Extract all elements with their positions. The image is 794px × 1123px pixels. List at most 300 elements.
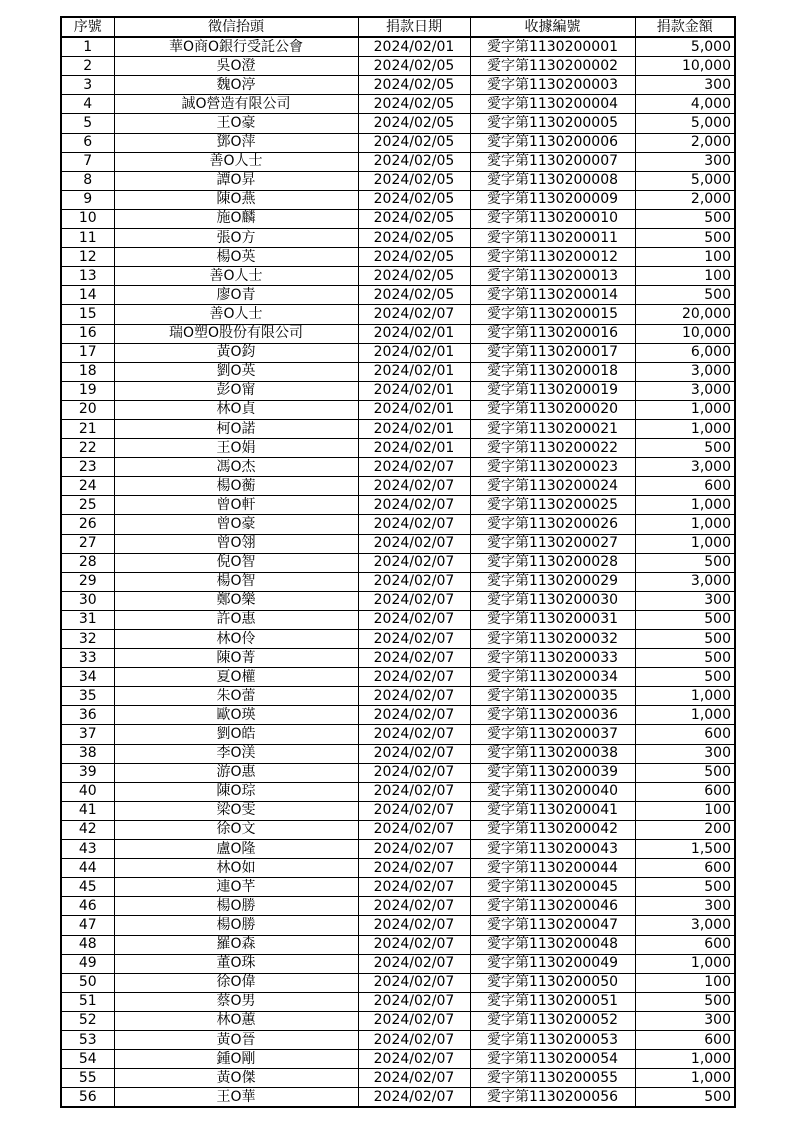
receipt-number-cell: 愛字第1130200027 bbox=[470, 534, 635, 553]
donor-name-cell: 盧O隆 bbox=[114, 840, 358, 859]
serial-number-cell: 29 bbox=[61, 572, 114, 591]
donation-date-cell: 2024/02/01 bbox=[358, 419, 470, 438]
donation-date-cell: 2024/02/07 bbox=[358, 744, 470, 763]
serial-number-cell: 28 bbox=[61, 553, 114, 572]
receipt-number-cell: 愛字第1130200010 bbox=[470, 209, 635, 228]
serial-number-cell: 13 bbox=[61, 267, 114, 286]
donor-name-cell: 廖O青 bbox=[114, 286, 358, 305]
table-row bbox=[61, 706, 735, 725]
receipt-number-cell: 愛字第1130200049 bbox=[470, 954, 635, 973]
receipt-number-cell: 愛字第1130200033 bbox=[470, 649, 635, 668]
donor-name-cell: 陳O菁 bbox=[114, 649, 358, 668]
serial-number-cell: 22 bbox=[61, 439, 114, 458]
table-row bbox=[61, 534, 735, 553]
donation-date-cell: 2024/02/01 bbox=[358, 400, 470, 419]
donation-amount-cell: 1,000 bbox=[635, 1069, 735, 1088]
receipt-number-cell: 愛字第1130200052 bbox=[470, 1011, 635, 1030]
donor-name-cell: 魏O渟 bbox=[114, 76, 358, 95]
serial-number-cell: 5 bbox=[61, 114, 114, 133]
donor-name-cell: 張O方 bbox=[114, 229, 358, 248]
receipt-number-cell: 愛字第1130200038 bbox=[470, 744, 635, 763]
donor-name-cell: 王O華 bbox=[114, 1088, 358, 1108]
serial-number-cell: 33 bbox=[61, 649, 114, 668]
serial-number-cell: 36 bbox=[61, 706, 114, 725]
donation-date-cell: 2024/02/07 bbox=[358, 630, 470, 649]
serial-number-cell: 55 bbox=[61, 1069, 114, 1088]
receipt-number-cell: 愛字第1130200037 bbox=[470, 725, 635, 744]
serial-number-cell: 9 bbox=[61, 190, 114, 209]
receipt-number-cell: 愛字第1130200026 bbox=[470, 515, 635, 534]
donation-amount-cell: 1,000 bbox=[635, 706, 735, 725]
donor-name-cell: 王O娟 bbox=[114, 439, 358, 458]
donation-amount-cell: 500 bbox=[635, 992, 735, 1011]
donor-name-cell: 歐O瑛 bbox=[114, 706, 358, 725]
donation-amount-cell: 100 bbox=[635, 801, 735, 820]
receipt-number-cell: 愛字第1130200016 bbox=[470, 324, 635, 343]
table-row bbox=[61, 1069, 735, 1088]
donor-name-cell: 曾O軒 bbox=[114, 496, 358, 515]
table-row bbox=[61, 610, 735, 629]
receipt-number-cell: 愛字第1130200015 bbox=[470, 305, 635, 324]
donor-name-cell: 鍾O剛 bbox=[114, 1050, 358, 1069]
serial-number-cell: 56 bbox=[61, 1088, 114, 1108]
donor-name-cell: 蔡O男 bbox=[114, 992, 358, 1011]
donation-date-cell: 2024/02/05 bbox=[358, 76, 470, 95]
donation-date-cell: 2024/02/05 bbox=[358, 229, 470, 248]
receipt-number-cell: 愛字第1130200001 bbox=[470, 37, 635, 57]
table-row bbox=[61, 897, 735, 916]
donation-amount-cell: 1,000 bbox=[635, 1050, 735, 1069]
donation-amount-cell: 300 bbox=[635, 76, 735, 95]
table-row bbox=[61, 515, 735, 534]
donor-name-cell: 劉O皓 bbox=[114, 725, 358, 744]
donation-date-cell: 2024/02/05 bbox=[358, 114, 470, 133]
header-serial-number: 序號 bbox=[61, 17, 114, 37]
donation-date-cell: 2024/02/05 bbox=[358, 248, 470, 267]
table-row bbox=[61, 572, 735, 591]
donor-name-cell: 徐O文 bbox=[114, 820, 358, 839]
table-row bbox=[61, 820, 735, 839]
donor-name-cell: 楊O智 bbox=[114, 572, 358, 591]
table-row bbox=[61, 95, 735, 114]
table-row bbox=[61, 37, 735, 57]
donation-date-cell: 2024/02/07 bbox=[358, 477, 470, 496]
serial-number-cell: 1 bbox=[61, 37, 114, 57]
donor-name-cell: 善O人士 bbox=[114, 267, 358, 286]
table-row bbox=[61, 1050, 735, 1069]
receipt-number-cell: 愛字第1130200014 bbox=[470, 286, 635, 305]
receipt-number-cell: 愛字第1130200031 bbox=[470, 610, 635, 629]
donation-amount-cell: 3,000 bbox=[635, 916, 735, 935]
serial-number-cell: 11 bbox=[61, 229, 114, 248]
serial-number-cell: 40 bbox=[61, 782, 114, 801]
donation-amount-cell: 5,000 bbox=[635, 171, 735, 190]
table-row bbox=[61, 725, 735, 744]
receipt-number-cell: 愛字第1130200056 bbox=[470, 1088, 635, 1108]
donation-date-cell: 2024/02/07 bbox=[358, 553, 470, 572]
donation-date-cell: 2024/02/05 bbox=[358, 95, 470, 114]
table-row bbox=[61, 954, 735, 973]
table-row bbox=[61, 343, 735, 362]
donor-name-cell: 徐O偉 bbox=[114, 973, 358, 992]
receipt-number-cell: 愛字第1130200036 bbox=[470, 706, 635, 725]
donation-date-cell: 2024/02/07 bbox=[358, 897, 470, 916]
donation-amount-cell: 10,000 bbox=[635, 324, 735, 343]
table-row bbox=[61, 171, 735, 190]
donation-date-cell: 2024/02/07 bbox=[358, 1050, 470, 1069]
donor-name-cell: 游O惠 bbox=[114, 763, 358, 782]
serial-number-cell: 52 bbox=[61, 1011, 114, 1030]
receipt-number-cell: 愛字第1130200008 bbox=[470, 171, 635, 190]
donation-amount-cell: 500 bbox=[635, 649, 735, 668]
serial-number-cell: 21 bbox=[61, 419, 114, 438]
donor-name-cell: 譚O昇 bbox=[114, 171, 358, 190]
table-body bbox=[61, 37, 735, 1107]
receipt-number-cell: 愛字第1130200053 bbox=[470, 1030, 635, 1049]
serial-number-cell: 14 bbox=[61, 286, 114, 305]
donation-amount-cell: 5,000 bbox=[635, 37, 735, 57]
receipt-number-cell: 愛字第1130200002 bbox=[470, 57, 635, 76]
donation-amount-cell: 500 bbox=[635, 439, 735, 458]
donation-date-cell: 2024/02/07 bbox=[358, 706, 470, 725]
donation-date-cell: 2024/02/05 bbox=[358, 152, 470, 171]
donation-amount-cell: 1,500 bbox=[635, 840, 735, 859]
donation-date-cell: 2024/02/07 bbox=[358, 458, 470, 477]
donation-amount-cell: 1,000 bbox=[635, 515, 735, 534]
header-donation-amount: 捐款金額 bbox=[635, 17, 735, 37]
donation-date-cell: 2024/02/07 bbox=[358, 1011, 470, 1030]
donation-date-cell: 2024/02/01 bbox=[358, 362, 470, 381]
receipt-number-cell: 愛字第1130200012 bbox=[470, 248, 635, 267]
serial-number-cell: 4 bbox=[61, 95, 114, 114]
receipt-number-cell: 愛字第1130200021 bbox=[470, 419, 635, 438]
table-row bbox=[61, 916, 735, 935]
receipt-number-cell: 愛字第1130200004 bbox=[470, 95, 635, 114]
donation-date-cell: 2024/02/07 bbox=[358, 515, 470, 534]
donor-name-cell: 黃O傑 bbox=[114, 1069, 358, 1088]
donor-name-cell: 王O豪 bbox=[114, 114, 358, 133]
donation-date-cell: 2024/02/07 bbox=[358, 916, 470, 935]
table-row bbox=[61, 439, 735, 458]
table-row bbox=[61, 1088, 735, 1108]
donation-amount-cell: 1,000 bbox=[635, 954, 735, 973]
donation-amount-cell: 100 bbox=[635, 248, 735, 267]
donation-date-cell: 2024/02/07 bbox=[358, 725, 470, 744]
serial-number-cell: 15 bbox=[61, 305, 114, 324]
table-row bbox=[61, 152, 735, 171]
donation-date-cell: 2024/02/07 bbox=[358, 572, 470, 591]
donation-amount-cell: 300 bbox=[635, 744, 735, 763]
donation-date-cell: 2024/02/07 bbox=[358, 973, 470, 992]
donation-date-cell: 2024/02/07 bbox=[358, 1069, 470, 1088]
receipt-number-cell: 愛字第1130200041 bbox=[470, 801, 635, 820]
donation-date-cell: 2024/02/05 bbox=[358, 171, 470, 190]
table-row bbox=[61, 591, 735, 610]
header-donation-date: 捐款日期 bbox=[358, 17, 470, 37]
receipt-number-cell: 愛字第1130200055 bbox=[470, 1069, 635, 1088]
table-row bbox=[61, 744, 735, 763]
donation-date-cell: 2024/02/07 bbox=[358, 859, 470, 878]
serial-number-cell: 6 bbox=[61, 133, 114, 152]
donation-date-cell: 2024/02/01 bbox=[358, 324, 470, 343]
donor-name-cell: 倪O智 bbox=[114, 553, 358, 572]
serial-number-cell: 7 bbox=[61, 152, 114, 171]
receipt-number-cell: 愛字第1130200018 bbox=[470, 362, 635, 381]
table-header bbox=[61, 17, 735, 37]
serial-number-cell: 17 bbox=[61, 343, 114, 362]
donation-amount-cell: 2,000 bbox=[635, 190, 735, 209]
donor-name-cell: 陳O琮 bbox=[114, 782, 358, 801]
receipt-number-cell: 愛字第1130200029 bbox=[470, 572, 635, 591]
receipt-number-cell: 愛字第1130200020 bbox=[470, 400, 635, 419]
donor-name-cell: 朱O蕾 bbox=[114, 687, 358, 706]
donation-date-cell: 2024/02/05 bbox=[358, 267, 470, 286]
serial-number-cell: 39 bbox=[61, 763, 114, 782]
donor-name-cell: 善O人士 bbox=[114, 305, 358, 324]
table-row bbox=[61, 878, 735, 897]
donor-name-cell: 夏O權 bbox=[114, 668, 358, 687]
donor-name-cell: 善O人士 bbox=[114, 152, 358, 171]
donation-amount-cell: 500 bbox=[635, 630, 735, 649]
donor-name-cell: 劉O英 bbox=[114, 362, 358, 381]
donor-name-cell: 梁O雯 bbox=[114, 801, 358, 820]
receipt-number-cell: 愛字第1130200011 bbox=[470, 229, 635, 248]
receipt-number-cell: 愛字第1130200047 bbox=[470, 916, 635, 935]
serial-number-cell: 18 bbox=[61, 362, 114, 381]
donation-date-cell: 2024/02/07 bbox=[358, 840, 470, 859]
receipt-number-cell: 愛字第1130200028 bbox=[470, 553, 635, 572]
donation-date-cell: 2024/02/07 bbox=[358, 954, 470, 973]
table-row bbox=[61, 1011, 735, 1030]
donation-amount-cell: 3,000 bbox=[635, 458, 735, 477]
serial-number-cell: 44 bbox=[61, 859, 114, 878]
donation-date-cell: 2024/02/07 bbox=[358, 534, 470, 553]
serial-number-cell: 10 bbox=[61, 209, 114, 228]
donor-name-cell: 楊O勝 bbox=[114, 897, 358, 916]
donation-amount-cell: 200 bbox=[635, 820, 735, 839]
receipt-number-cell: 愛字第1130200022 bbox=[470, 439, 635, 458]
receipt-number-cell: 愛字第1130200054 bbox=[470, 1050, 635, 1069]
table-row bbox=[61, 324, 735, 343]
donation-amount-cell: 1,000 bbox=[635, 419, 735, 438]
donation-amount-cell: 500 bbox=[635, 763, 735, 782]
serial-number-cell: 48 bbox=[61, 935, 114, 954]
donation-date-cell: 2024/02/07 bbox=[358, 1030, 470, 1049]
donor-name-cell: 華O商O銀行受託公會 bbox=[114, 37, 358, 57]
serial-number-cell: 3 bbox=[61, 76, 114, 95]
donor-name-cell: 瑞O塑O股份有限公司 bbox=[114, 324, 358, 343]
donation-amount-cell: 500 bbox=[635, 286, 735, 305]
donation-date-cell: 2024/02/05 bbox=[358, 286, 470, 305]
table-row bbox=[61, 76, 735, 95]
donation-amount-cell: 600 bbox=[635, 859, 735, 878]
table-row bbox=[61, 840, 735, 859]
donation-amount-cell: 20,000 bbox=[635, 305, 735, 324]
donation-date-cell: 2024/02/07 bbox=[358, 305, 470, 324]
donor-name-cell: 林O如 bbox=[114, 859, 358, 878]
donation-date-cell: 2024/02/07 bbox=[358, 591, 470, 610]
receipt-number-cell: 愛字第1130200051 bbox=[470, 992, 635, 1011]
table-row bbox=[61, 496, 735, 515]
donor-name-cell: 陳O燕 bbox=[114, 190, 358, 209]
receipt-number-cell: 愛字第1130200006 bbox=[470, 133, 635, 152]
donation-amount-cell: 500 bbox=[635, 878, 735, 897]
receipt-number-cell: 愛字第1130200043 bbox=[470, 840, 635, 859]
donation-date-cell: 2024/02/07 bbox=[358, 992, 470, 1011]
serial-number-cell: 46 bbox=[61, 897, 114, 916]
donation-date-cell: 2024/02/07 bbox=[358, 782, 470, 801]
header-donor-title: 徵信抬頭 bbox=[114, 17, 358, 37]
donation-amount-cell: 600 bbox=[635, 935, 735, 954]
header-row bbox=[61, 17, 735, 37]
donor-name-cell: 董O珠 bbox=[114, 954, 358, 973]
donation-amount-cell: 3,000 bbox=[635, 362, 735, 381]
table-row bbox=[61, 630, 735, 649]
receipt-number-cell: 愛字第1130200044 bbox=[470, 859, 635, 878]
table-row bbox=[61, 458, 735, 477]
donor-name-cell: 鄭O樂 bbox=[114, 591, 358, 610]
donation-amount-cell: 3,000 bbox=[635, 381, 735, 400]
donation-date-cell: 2024/02/07 bbox=[358, 610, 470, 629]
serial-number-cell: 53 bbox=[61, 1030, 114, 1049]
donation-date-cell: 2024/02/01 bbox=[358, 381, 470, 400]
receipt-number-cell: 愛字第1130200003 bbox=[470, 76, 635, 95]
receipt-number-cell: 愛字第1130200035 bbox=[470, 687, 635, 706]
donor-name-cell: 誠O營造有限公司 bbox=[114, 95, 358, 114]
donor-name-cell: 馮O杰 bbox=[114, 458, 358, 477]
receipt-number-cell: 愛字第1130200005 bbox=[470, 114, 635, 133]
table-row bbox=[61, 935, 735, 954]
donation-date-cell: 2024/02/07 bbox=[358, 935, 470, 954]
donation-amount-cell: 1,000 bbox=[635, 687, 735, 706]
receipt-number-cell: 愛字第1130200024 bbox=[470, 477, 635, 496]
receipt-number-cell: 愛字第1130200019 bbox=[470, 381, 635, 400]
table-row bbox=[61, 553, 735, 572]
receipt-number-cell: 愛字第1130200048 bbox=[470, 935, 635, 954]
donation-amount-cell: 100 bbox=[635, 267, 735, 286]
donor-name-cell: 施O麟 bbox=[114, 209, 358, 228]
donor-name-cell: 曾O翎 bbox=[114, 534, 358, 553]
table-row bbox=[61, 305, 735, 324]
donation-amount-cell: 600 bbox=[635, 782, 735, 801]
donation-date-cell: 2024/02/07 bbox=[358, 878, 470, 897]
donation-amount-cell: 500 bbox=[635, 1088, 735, 1108]
donation-amount-cell: 500 bbox=[635, 209, 735, 228]
receipt-number-cell: 愛字第1130200034 bbox=[470, 668, 635, 687]
table-row bbox=[61, 668, 735, 687]
table-row bbox=[61, 477, 735, 496]
donation-amount-cell: 600 bbox=[635, 477, 735, 496]
donation-amount-cell: 100 bbox=[635, 973, 735, 992]
donation-date-cell: 2024/02/01 bbox=[358, 343, 470, 362]
donation-amount-cell: 500 bbox=[635, 553, 735, 572]
serial-number-cell: 49 bbox=[61, 954, 114, 973]
table-row bbox=[61, 286, 735, 305]
receipt-number-cell: 愛字第1130200030 bbox=[470, 591, 635, 610]
donation-amount-cell: 4,000 bbox=[635, 95, 735, 114]
receipt-number-cell: 愛字第1130200050 bbox=[470, 973, 635, 992]
serial-number-cell: 12 bbox=[61, 248, 114, 267]
table-row bbox=[61, 362, 735, 381]
receipt-number-cell: 愛字第1130200045 bbox=[470, 878, 635, 897]
table-row bbox=[61, 859, 735, 878]
table-row bbox=[61, 1030, 735, 1049]
donor-name-cell: 黃O鈞 bbox=[114, 343, 358, 362]
donation-amount-cell: 3,000 bbox=[635, 572, 735, 591]
donor-name-cell: 林O伶 bbox=[114, 630, 358, 649]
donation-date-cell: 2024/02/05 bbox=[358, 190, 470, 209]
serial-number-cell: 2 bbox=[61, 57, 114, 76]
serial-number-cell: 25 bbox=[61, 496, 114, 515]
donor-name-cell: 楊O勝 bbox=[114, 916, 358, 935]
donor-name-cell: 林O蕙 bbox=[114, 1011, 358, 1030]
serial-number-cell: 30 bbox=[61, 591, 114, 610]
donation-date-cell: 2024/02/07 bbox=[358, 668, 470, 687]
table-row bbox=[61, 57, 735, 76]
donation-date-cell: 2024/02/01 bbox=[358, 439, 470, 458]
donation-amount-cell: 300 bbox=[635, 591, 735, 610]
table-row bbox=[61, 687, 735, 706]
table-row bbox=[61, 419, 735, 438]
receipt-number-cell: 愛字第1130200009 bbox=[470, 190, 635, 209]
serial-number-cell: 27 bbox=[61, 534, 114, 553]
donation-amount-cell: 500 bbox=[635, 610, 735, 629]
donation-date-cell: 2024/02/07 bbox=[358, 801, 470, 820]
donor-name-cell: 楊O蘅 bbox=[114, 477, 358, 496]
donation-date-cell: 2024/02/05 bbox=[358, 57, 470, 76]
serial-number-cell: 43 bbox=[61, 840, 114, 859]
receipt-number-cell: 愛字第1130200025 bbox=[470, 496, 635, 515]
donation-amount-cell: 6,000 bbox=[635, 343, 735, 362]
donor-name-cell: 楊O英 bbox=[114, 248, 358, 267]
donation-date-cell: 2024/02/01 bbox=[358, 37, 470, 57]
donation-date-cell: 2024/02/07 bbox=[358, 763, 470, 782]
donation-amount-cell: 500 bbox=[635, 668, 735, 687]
table-row bbox=[61, 229, 735, 248]
donor-name-cell: 吳O澄 bbox=[114, 57, 358, 76]
serial-number-cell: 45 bbox=[61, 878, 114, 897]
donation-date-cell: 2024/02/07 bbox=[358, 649, 470, 668]
serial-number-cell: 8 bbox=[61, 171, 114, 190]
serial-number-cell: 24 bbox=[61, 477, 114, 496]
table-row bbox=[61, 973, 735, 992]
donation-amount-cell: 600 bbox=[635, 725, 735, 744]
donation-table bbox=[60, 16, 736, 1108]
donor-name-cell: 柯O諾 bbox=[114, 419, 358, 438]
table-row bbox=[61, 782, 735, 801]
table-row bbox=[61, 190, 735, 209]
receipt-number-cell: 愛字第1130200013 bbox=[470, 267, 635, 286]
serial-number-cell: 37 bbox=[61, 725, 114, 744]
donation-amount-cell: 300 bbox=[635, 1011, 735, 1030]
table-row bbox=[61, 209, 735, 228]
serial-number-cell: 42 bbox=[61, 820, 114, 839]
donor-name-cell: 彭O甯 bbox=[114, 381, 358, 400]
serial-number-cell: 31 bbox=[61, 610, 114, 629]
donation-amount-cell: 300 bbox=[635, 897, 735, 916]
donor-name-cell: 連O芊 bbox=[114, 878, 358, 897]
donation-date-cell: 2024/02/07 bbox=[358, 1088, 470, 1108]
serial-number-cell: 26 bbox=[61, 515, 114, 534]
donor-name-cell: 林O貞 bbox=[114, 400, 358, 419]
table-row bbox=[61, 763, 735, 782]
serial-number-cell: 38 bbox=[61, 744, 114, 763]
donation-amount-cell: 2,000 bbox=[635, 133, 735, 152]
donation-date-cell: 2024/02/07 bbox=[358, 496, 470, 515]
donation-amount-cell: 600 bbox=[635, 1030, 735, 1049]
serial-number-cell: 16 bbox=[61, 324, 114, 343]
receipt-number-cell: 愛字第1130200017 bbox=[470, 343, 635, 362]
